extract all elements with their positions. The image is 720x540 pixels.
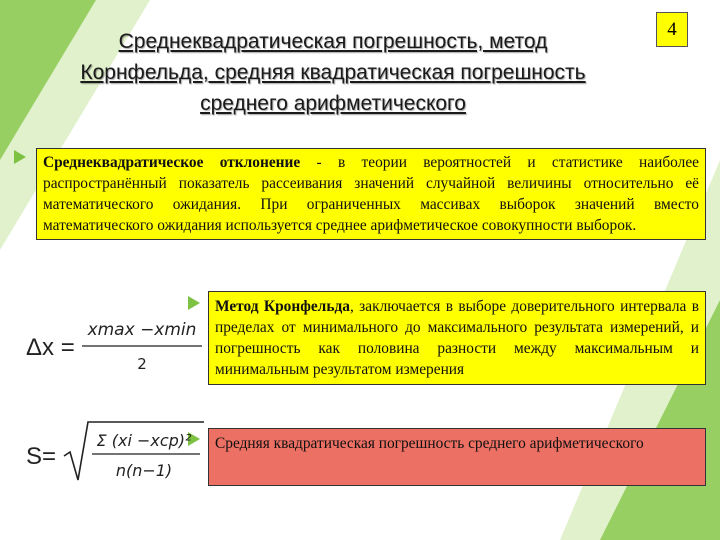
definition-box	[36, 148, 706, 240]
kronfeld-formula	[26, 313, 206, 377]
formula2-numerator: Σ (xi −xср)²	[96, 431, 192, 450]
formula1-denominator: 2	[137, 355, 147, 373]
formula1-numerator: xmax −xmin	[87, 320, 197, 340]
title-line-3: среднего арифметического	[200, 92, 466, 115]
bullet-arrow-icon	[188, 296, 200, 310]
mean-error-formula	[26, 418, 206, 484]
slide-number: 4	[656, 12, 688, 47]
kronfeld-method-box	[208, 291, 706, 385]
slide-title	[8, 26, 658, 119]
title-line-2: Корнфельда, средняя квадратическая погрешность	[80, 61, 586, 84]
mean-error-box	[208, 428, 706, 486]
mean-error-text: Средняя квадратическая погрешность среднего арифметического	[215, 435, 644, 452]
definition-text: - в теории вероятностей и статистике наиболее распространённый показатель рассеивания значений случайной величины относительно её математического ожидания. При ограниченных массивах выборок значений вместо математического ожидания используется среднее арифметическое совокупности выборок.	[43, 154, 699, 234]
formula1-lhs: Δx =	[26, 334, 75, 361]
title-line-1: Среднеквадратическая погрешность, метод	[118, 30, 548, 53]
formula2-lhs: S=	[26, 443, 57, 470]
method-text: , заключается в выборе доверительного интервала в пределах от минимального до максимального результата измерений, и погрешность как половина разности между максимальным и минимальным результатом измерения	[215, 298, 699, 378]
formula2-denominator: n(n−1)	[115, 461, 173, 480]
definition-term: Среднеквадратическое отклонение	[43, 154, 301, 171]
method-term: Метод Кронфельда	[215, 298, 350, 315]
